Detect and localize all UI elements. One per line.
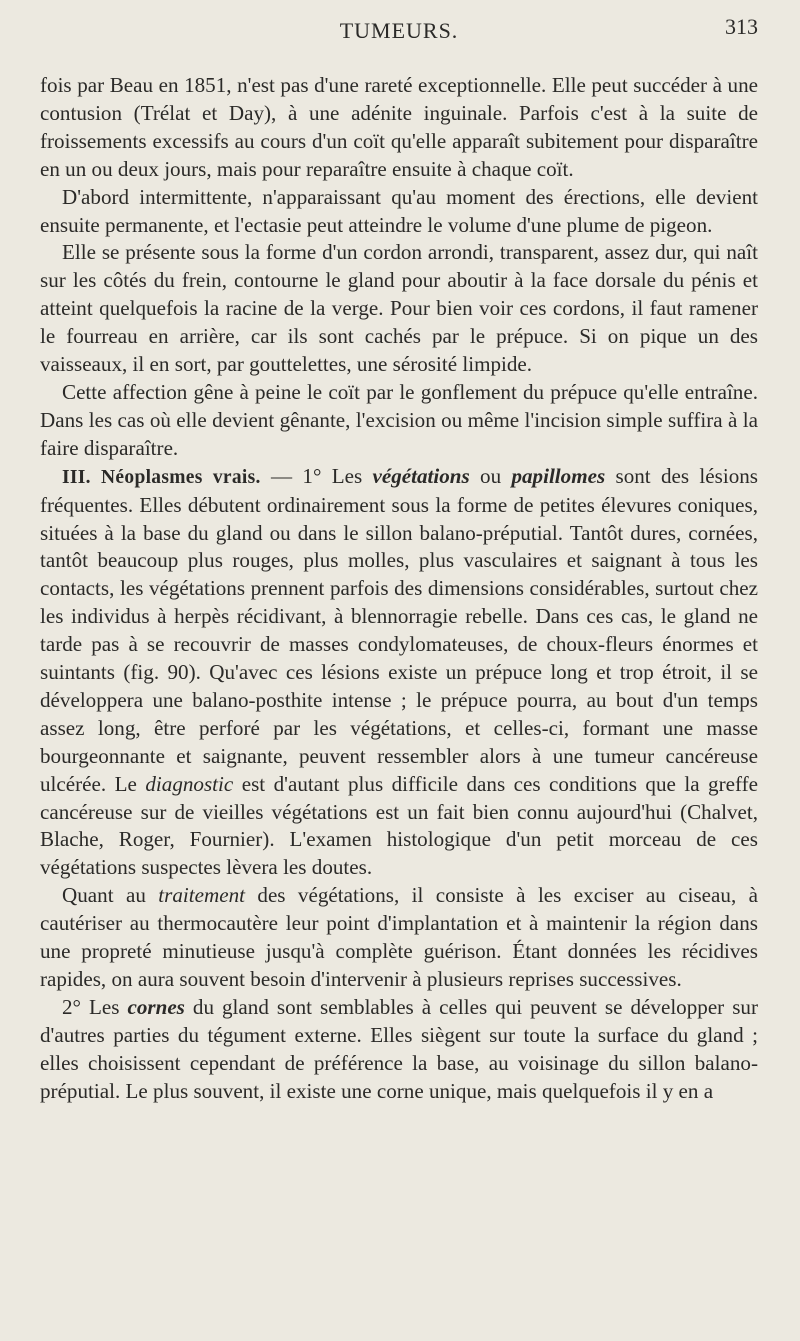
text-fragment: ou bbox=[469, 463, 512, 488]
paragraph-treatment-vegetations bbox=[40, 882, 758, 994]
section-heading-neoplasms: III. Néoplasmes vrais. bbox=[62, 466, 261, 488]
running-title: TUMEURS. bbox=[339, 18, 459, 43]
text-fragment: Quant au bbox=[62, 883, 159, 908]
text-fragment: du gland sont semblables à celles qui peuvent se développer sur d'autres parties du tégument externe. Elles siègent sur toute la surface du gland ; elles choisissent cependant de préférence la base, au voisinage du sillon balano-préputial. Le plus souvent, il existe une corne unique, mais quelquefois il y en a bbox=[40, 994, 758, 1103]
paragraph-description: Elle se présente sous la forme d'un cordon arrondi, transparent, assez dur, qui naît sur les côtés du frein, contourne le gland pour aboutir à la face dorsale du pénis et atteint quelquefois la racine de la verge. Pour bien voir ces cordons, il faut ramener le fourreau en arrière, car ils sont cachés par le prépuce. Si on pique un des vaisseaux, il en sort, par gouttelettes, une sérosité limpide. bbox=[40, 240, 758, 377]
term-papillomes: papillomes bbox=[511, 463, 606, 488]
term-cornes: cornes bbox=[127, 994, 185, 1019]
paragraph-cornes bbox=[40, 994, 758, 1106]
body-text bbox=[40, 72, 758, 1106]
text-fragment: — 1° Les bbox=[260, 463, 373, 488]
page-number: 313 bbox=[725, 14, 758, 39]
paragraph-neoplasms bbox=[40, 463, 758, 883]
term-diagnostic: diagnostic bbox=[145, 771, 234, 796]
text-fragment: sont des lésions fréquentes. Elles débutent ordinairement sous la forme de petites élevures coniques, situées à la base du gland ou dans le sillon balano-préputial. Tantôt dures, cornées, tantôt beaucoup plus rouges, plus molles, plus vasculaires et saignant à tous les contacts, les végétations prennent parfois des dimensions considérables, surtout chez les individus à herpès récidivant, à blennorragie rebelle. Dans ces cas, le gland ne tarde pas à se recouvrir de masses condylomateuses, de choux-fleurs énormes et suintants (fig. 90). Qu'avec ces lésions existe un prépuce long et trop étroit, il se développera une balano-posthite intense ; le prépuce pourra, au bout d'un temps assez long, être perforé par les végétations, et celles-ci, formant une masse bourgeonnante et saignante, peuvent ressembler alors à une tumeur cancéreuse ulcérée. Le bbox=[40, 463, 758, 796]
running-header bbox=[40, 0, 758, 50]
text-fragment: est d'autant plus difficile dans ces conditions que la greffe cancéreuse sur de vieilles végétations est un fait bien connu aujourd'hui (Chalvet, Blache, Roger, Fournier). L'examen histologique d'un petit morceau de ces végétations suspectes lèvera les doutes. bbox=[40, 771, 758, 880]
text-fragment: des végétations, il consiste à les exciser au ciseau, à cautériser au thermocautère leur point d'implantation et à maintenir la région dans une propreté minutieuse jusqu'à complète guérison. Étant données les récidives rapides, on aura souvent besoin d'intervenir à plusieurs reprises successives. bbox=[40, 883, 758, 991]
text-fragment: 2° Les bbox=[62, 994, 128, 1019]
paragraph-continuation: fois par Beau en 1851, n'est pas d'une rareté exceptionnelle. Elle peut succéder à une contusion (Trélat et Day), à une adénite inguinale. Parfois c'est à la suite de froissements excessifs au cours d'un coït qu'elle apparaît subitement pour disparaître en un ou deux jours, mais pour reparaître ensuite à chaque coït. bbox=[40, 73, 758, 181]
term-vegetations: végétations bbox=[372, 463, 470, 488]
paragraph-treatment-lymphangiectasia: Cette affection gêne à peine le coït par le gonflement du prépuce qu'elle entraîne. Dans les cas où elle devient gênante, l'excision ou même l'incision simple suffira à la faire disparaître. bbox=[40, 379, 758, 460]
paragraph-intermittence: D'abord intermittente, n'apparaissant qu'au moment des érections, elle devient ensuite permanente, et l'ectasie peut atteindre le volume d'une plume de pigeon. bbox=[40, 184, 758, 237]
term-traitement: traitement bbox=[158, 883, 245, 908]
